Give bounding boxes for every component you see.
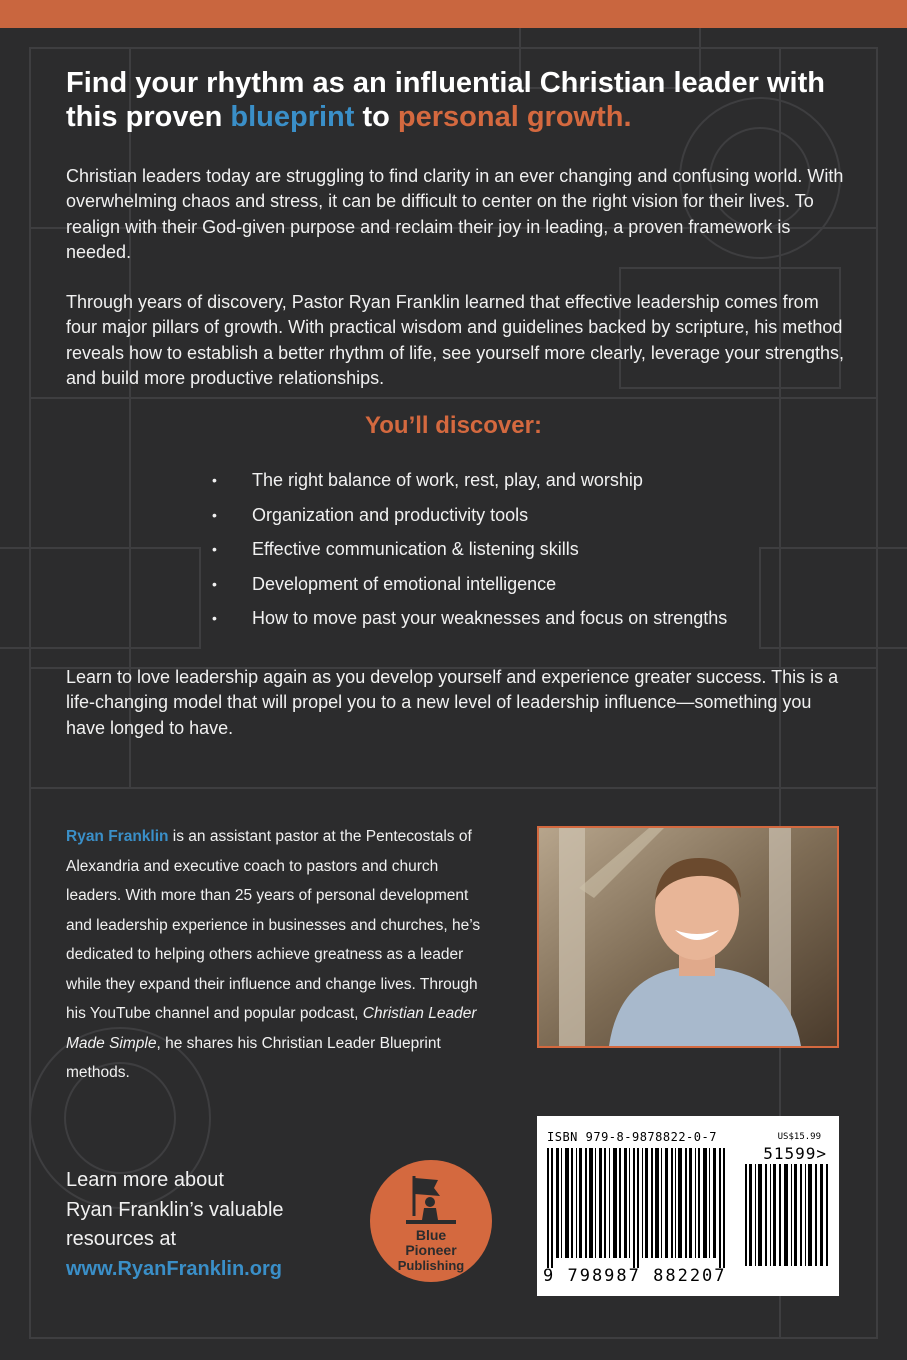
intro-paragraph: Christian leaders today are struggling to find clarity in an ever changing and confusing world. With overwhelming chaos and stress, it can be difficult to center on the right vision for their lives. To realign with their God-given purpose and reclaim their joy in leading, a proven framework is needed. <box>66 166 844 262</box>
list-item-text: Effective communication & listening skills <box>252 539 579 560</box>
addon-code: 51599> <box>763 1144 827 1163</box>
bullet-icon: • <box>212 575 217 592</box>
author-name: Ryan Franklin <box>66 828 169 845</box>
addon-bars-icon <box>745 1164 831 1266</box>
headline-mid: to <box>354 101 398 133</box>
headline-orange-phrase: personal growth. <box>397 101 632 133</box>
list-item-text: Organization and productivity tools <box>252 504 529 525</box>
bullet-icon: • <box>212 541 217 558</box>
list-item-text: Development of emotional intelligence <box>252 573 557 594</box>
closing-paragraph: Learn to love leadership again as you develop yourself and experience greater success. This is a life-changing model that will propel you to a new level of leadership influence—something you have longed to have. <box>66 667 839 738</box>
headline <box>66 66 866 134</box>
logo-line3: Publishing <box>397 1258 465 1273</box>
learn-line3: resources at <box>66 1228 177 1250</box>
list-item-text: How to move past your weaknesses and focus on strengths <box>252 608 728 629</box>
headline-pre: this proven <box>66 101 231 133</box>
isbn-text: ISBN 979-8-9878822-0-7 <box>547 1130 717 1144</box>
bio-text-1: is an assistant pastor at the Pentecostals of Alexandria and executive coach to pastors and church leaders. With more than 25 years of personal development and leadership experience in businesses and churches, he’s dedicated to helping others achieve greatness as a leader while they expand their influence and change lives. Through his YouTube channel and popular podcast, <box>66 828 481 1022</box>
learn-line1: Learn more about <box>66 1169 224 1191</box>
bullet-icon: • <box>212 610 217 627</box>
method-paragraph: Through years of discovery, Pastor Ryan Franklin learned that effective leadership comes from four major pillars of growth. With practical wisdom and guidelines backed by scripture, his method reveals how to establish a better rhythm of life, see yourself more clearly, leverage your strengths, and build more productive relationships. <box>66 292 845 388</box>
headline-blue-word: blueprint <box>230 101 355 133</box>
publisher-logo <box>368 1158 494 1284</box>
learn-line2: Ryan Franklin’s valuable <box>66 1198 284 1221</box>
barcode-bars-icon <box>547 1148 725 1268</box>
bullet-icon: • <box>212 472 217 488</box>
isbn-barcode <box>537 1116 839 1296</box>
author-photo <box>537 826 839 1048</box>
website-link[interactable]: www.RyanFranklin.org <box>66 1257 282 1280</box>
learn-more <box>66 1166 284 1284</box>
top-color-band <box>0 0 907 28</box>
headline-line1: Find your rhythm as an influential Christian leader with <box>66 67 825 99</box>
bio-text-2: , he shares his Christian Leader Blueprint methods. <box>66 1034 441 1081</box>
barcode-digits: 9 798987 882207 <box>543 1266 727 1286</box>
discover-title: You’ll discover: <box>365 412 542 439</box>
podcast-title: Christian Leader Made Simple <box>66 1005 477 1052</box>
bullet-icon: • <box>212 506 217 523</box>
logo-line2: Pioneer <box>405 1242 457 1258</box>
author-portrait-icon <box>539 828 837 1046</box>
price-text: US$15.99 <box>777 1132 821 1142</box>
list-item-text: The right balance of work, rest, play, and worship <box>252 470 643 490</box>
author-bio <box>66 822 486 1088</box>
logo-line1: Blue <box>415 1227 447 1243</box>
